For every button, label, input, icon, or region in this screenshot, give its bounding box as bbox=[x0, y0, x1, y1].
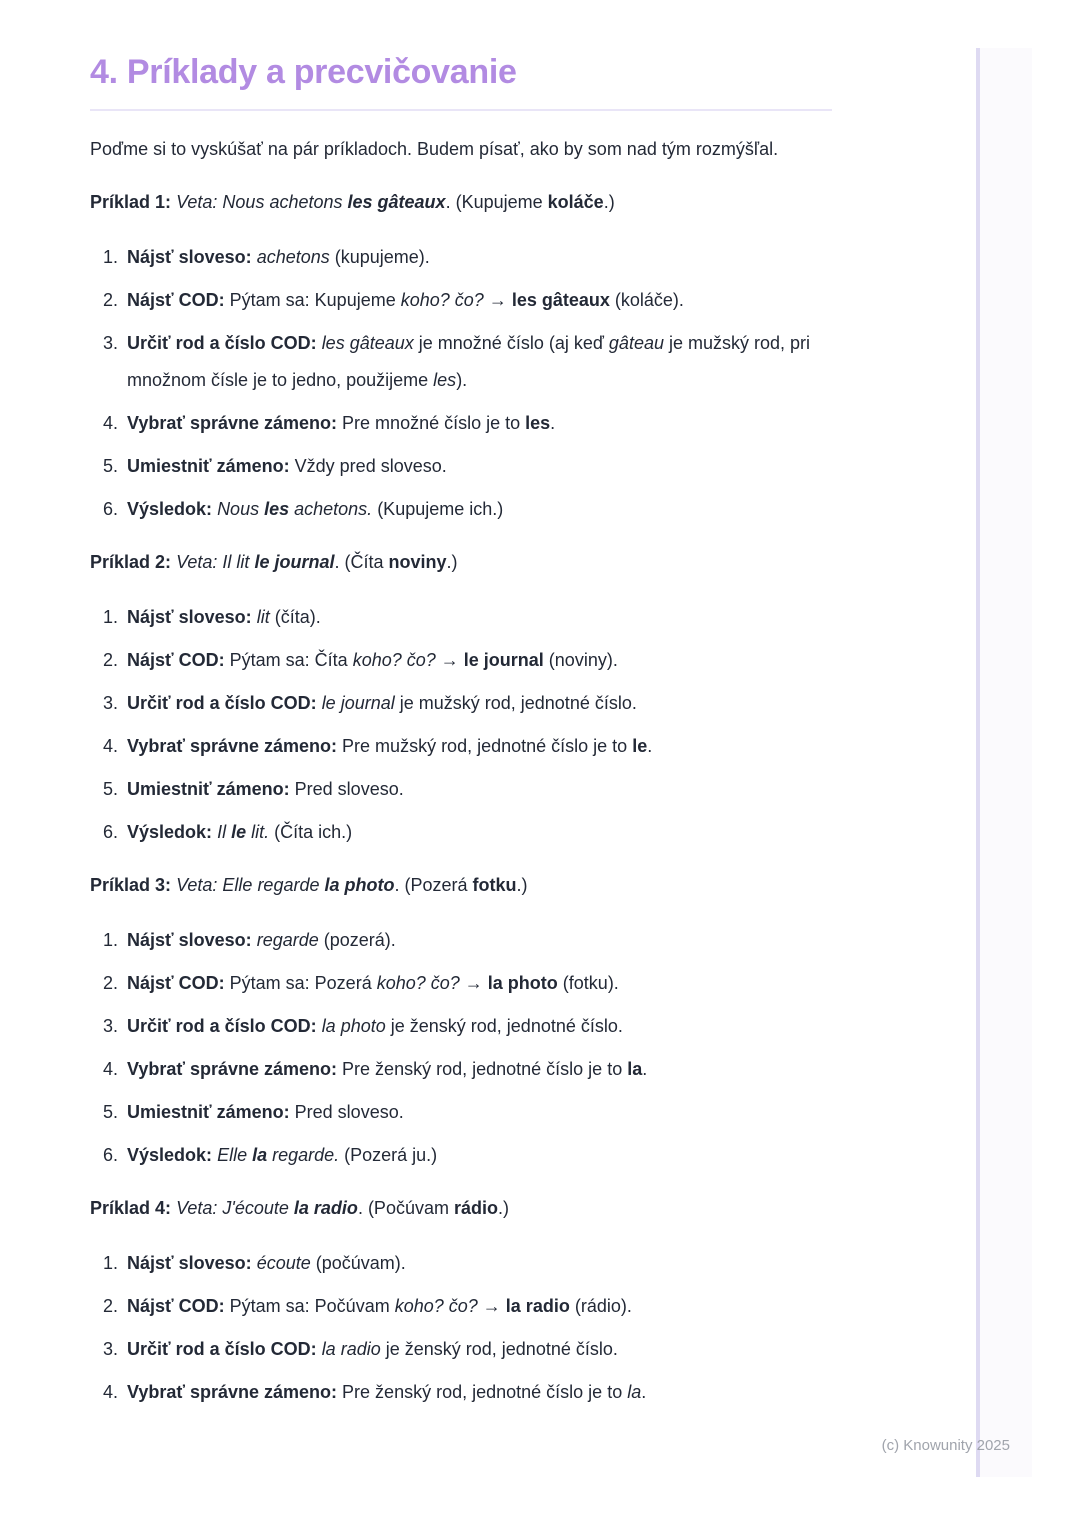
step-marker: 5. bbox=[103, 1102, 119, 1122]
text-segment: Vybrať správne zámeno: bbox=[127, 736, 338, 756]
step-text bbox=[127, 247, 430, 267]
text-segment: le bbox=[632, 736, 648, 756]
step-marker: 6. bbox=[103, 499, 119, 519]
text-segment: Nájsť COD: bbox=[127, 1296, 225, 1316]
text-segment: Pýtam sa: Číta bbox=[224, 650, 353, 670]
text-segment: . bbox=[550, 413, 556, 433]
step-text bbox=[127, 1253, 406, 1273]
step-text bbox=[127, 413, 555, 433]
text-segment: → bbox=[435, 650, 464, 670]
text-segment: (počúvam). bbox=[310, 1253, 406, 1273]
text-segment: lit bbox=[256, 607, 270, 627]
text-segment: Nájsť sloveso: bbox=[127, 1253, 252, 1273]
step-text bbox=[127, 1059, 647, 1079]
step-marker: 3. bbox=[103, 333, 119, 353]
text-segment: .) bbox=[516, 875, 528, 895]
text-segment: . (Číta bbox=[334, 552, 389, 572]
step-text bbox=[127, 1145, 437, 1165]
text-segment: la photo bbox=[324, 875, 395, 895]
examples bbox=[90, 184, 832, 1411]
page-edge-strip bbox=[976, 48, 1032, 1477]
text-segment: Nájsť COD: bbox=[127, 650, 225, 670]
step-text bbox=[127, 779, 404, 799]
step-marker: 2. bbox=[103, 973, 119, 993]
step-marker: 6. bbox=[103, 1145, 119, 1165]
text-segment: Pred sloveso. bbox=[289, 1102, 404, 1122]
text-segment: Umiestniť zámeno: bbox=[127, 456, 290, 476]
step-marker: 3. bbox=[103, 693, 119, 713]
step-item bbox=[90, 1094, 832, 1131]
title-divider bbox=[90, 109, 832, 111]
step-item bbox=[90, 325, 832, 399]
text-segment: Určiť rod a číslo COD: bbox=[127, 1339, 317, 1359]
text-segment: Nájsť sloveso: bbox=[127, 930, 252, 950]
text-segment: Príklad 2: bbox=[90, 552, 172, 572]
text-segment: (koláče). bbox=[609, 290, 684, 310]
text-segment: koho? čo? bbox=[352, 650, 436, 670]
text-segment: la photo bbox=[487, 973, 558, 993]
text-segment: Elle bbox=[217, 1145, 253, 1165]
text-segment: Vybrať správne zámeno: bbox=[127, 1382, 338, 1402]
step-marker: 4. bbox=[103, 413, 119, 433]
step-text bbox=[127, 290, 684, 310]
text-segment: Pre mužský rod, jednotné číslo je to bbox=[337, 736, 633, 756]
step-marker: 2. bbox=[103, 290, 119, 310]
step-marker: 2. bbox=[103, 1296, 119, 1316]
step-marker: 4. bbox=[103, 1059, 119, 1079]
step-item bbox=[90, 599, 832, 636]
text-segment: regarde bbox=[256, 930, 319, 950]
text-segment: Veta: Nous achetons bbox=[176, 192, 348, 212]
text-segment: Nájsť sloveso: bbox=[127, 607, 252, 627]
text-segment: la bbox=[627, 1059, 643, 1079]
text-segment: Pre ženský rod, jednotné číslo je to bbox=[337, 1382, 628, 1402]
content-column bbox=[90, 0, 832, 1417]
steps-list bbox=[90, 239, 832, 528]
example-block bbox=[90, 867, 832, 1174]
step-text bbox=[127, 499, 503, 519]
text-segment: (kupujeme). bbox=[329, 247, 430, 267]
step-text bbox=[127, 822, 352, 842]
step-item bbox=[90, 1245, 832, 1282]
text-segment: (noviny). bbox=[543, 650, 618, 670]
text-segment: Veta: J'écoute bbox=[176, 1198, 294, 1218]
text-segment: (Kupujeme ich.) bbox=[372, 499, 504, 519]
step-item bbox=[90, 405, 832, 442]
text-segment: koláče bbox=[547, 192, 604, 212]
step-marker: 1. bbox=[103, 1253, 119, 1273]
text-segment: les gâteaux bbox=[511, 290, 610, 310]
text-segment: Umiestniť zámeno: bbox=[127, 1102, 290, 1122]
step-item bbox=[90, 1331, 832, 1368]
step-item bbox=[90, 642, 832, 679]
text-segment: fotku bbox=[472, 875, 517, 895]
example-block bbox=[90, 1190, 832, 1411]
text-segment: (fotku). bbox=[557, 973, 619, 993]
text-segment: → bbox=[477, 1296, 506, 1316]
step-item bbox=[90, 1374, 832, 1411]
step-marker: 4. bbox=[103, 736, 119, 756]
text-segment: achetons. bbox=[289, 499, 373, 519]
text-segment: Nájsť sloveso: bbox=[127, 247, 252, 267]
steps-list bbox=[90, 599, 832, 851]
text-segment: Výsledok: bbox=[127, 499, 213, 519]
step-text bbox=[127, 1382, 646, 1402]
step-item bbox=[90, 448, 832, 485]
text-segment: je mužský rod, pri množnom čísle je to jedno, použijeme bbox=[127, 333, 811, 390]
text-segment: Nous bbox=[217, 499, 265, 519]
step-text bbox=[127, 1016, 623, 1036]
text-segment: la bbox=[252, 1145, 268, 1165]
example-heading bbox=[90, 184, 832, 221]
text-segment: .) bbox=[446, 552, 458, 572]
text-segment: Pýtam sa: Pozerá bbox=[224, 973, 377, 993]
text-segment: le bbox=[231, 822, 247, 842]
text-segment: Veta: Il lit bbox=[176, 552, 255, 572]
step-marker: 5. bbox=[103, 456, 119, 476]
text-segment: koho? čo? bbox=[376, 973, 460, 993]
step-text bbox=[127, 930, 396, 950]
text-segment: Určiť rod a číslo COD: bbox=[127, 333, 317, 353]
text-segment: la photo bbox=[321, 1016, 386, 1036]
text-segment: Il bbox=[217, 822, 232, 842]
text-segment: gâteau bbox=[608, 333, 664, 353]
text-segment: ). bbox=[456, 370, 468, 390]
step-marker: 2. bbox=[103, 650, 119, 670]
text-segment: koho? čo? bbox=[394, 1296, 478, 1316]
step-item bbox=[90, 1137, 832, 1174]
step-text bbox=[127, 1339, 618, 1359]
text-segment: Vybrať správne zámeno: bbox=[127, 1059, 338, 1079]
text-segment: les bbox=[264, 499, 290, 519]
step-text bbox=[127, 456, 447, 476]
step-item bbox=[90, 491, 832, 528]
step-item bbox=[90, 1051, 832, 1088]
steps-list bbox=[90, 1245, 832, 1411]
step-text bbox=[127, 1102, 404, 1122]
step-item bbox=[90, 965, 832, 1002]
text-segment: rádio bbox=[453, 1198, 498, 1218]
text-segment: je ženský rod, jednotné číslo. bbox=[385, 1016, 623, 1036]
text-segment: (Pozerá ju.) bbox=[339, 1145, 438, 1165]
text-segment: . (Počúvam bbox=[357, 1198, 454, 1218]
text-segment: les bbox=[525, 413, 551, 433]
step-item bbox=[90, 814, 832, 851]
text-segment: je množné číslo (aj keď bbox=[413, 333, 609, 353]
step-item bbox=[90, 771, 832, 808]
step-text bbox=[127, 333, 810, 390]
text-segment: la radio bbox=[321, 1339, 381, 1359]
text-segment: koho? čo? bbox=[400, 290, 484, 310]
footer-copyright: (c) Knowunity 2025 bbox=[881, 1437, 1010, 1454]
text-segment: Určiť rod a číslo COD: bbox=[127, 1016, 317, 1036]
step-marker: 1. bbox=[103, 247, 119, 267]
step-text bbox=[127, 693, 637, 713]
text-segment: Príklad 4: bbox=[90, 1198, 172, 1218]
step-item bbox=[90, 685, 832, 722]
text-segment: Určiť rod a číslo COD: bbox=[127, 693, 317, 713]
step-item bbox=[90, 1008, 832, 1045]
text-segment: la radio bbox=[505, 1296, 570, 1316]
step-item bbox=[90, 922, 832, 959]
text-segment: (Číta ich.) bbox=[269, 822, 353, 842]
step-marker: 1. bbox=[103, 930, 119, 950]
text-segment: Pred sloveso. bbox=[289, 779, 404, 799]
text-segment: les bbox=[433, 370, 457, 390]
step-marker: 6. bbox=[103, 822, 119, 842]
text-segment: → bbox=[483, 290, 512, 310]
step-text bbox=[127, 607, 321, 627]
step-marker: 5. bbox=[103, 779, 119, 799]
text-segment: . bbox=[647, 736, 653, 756]
step-marker: 4. bbox=[103, 1382, 119, 1402]
text-segment: Pýtam sa: Kupujeme bbox=[224, 290, 401, 310]
text-segment: regarde. bbox=[267, 1145, 340, 1165]
text-segment: les gâteaux bbox=[321, 333, 414, 353]
text-segment: le journal bbox=[321, 693, 395, 713]
text-segment: (číta). bbox=[269, 607, 321, 627]
text-segment: Príklad 3: bbox=[90, 875, 172, 895]
text-segment: Vybrať správne zámeno: bbox=[127, 413, 338, 433]
step-text bbox=[127, 650, 618, 670]
example-block bbox=[90, 184, 832, 528]
text-segment: Nájsť COD: bbox=[127, 290, 225, 310]
text-segment: le journal bbox=[254, 552, 335, 572]
page-title: 4. Príklady a precvičovanie bbox=[90, 53, 517, 91]
text-segment: je mužský rod, jednotné číslo. bbox=[394, 693, 637, 713]
step-text bbox=[127, 973, 619, 993]
text-segment: Príklad 1: bbox=[90, 192, 172, 212]
step-item bbox=[90, 239, 832, 276]
example-block bbox=[90, 544, 832, 851]
text-segment: Veta: Elle regarde bbox=[176, 875, 325, 895]
text-segment: (pozerá). bbox=[318, 930, 396, 950]
text-segment: je ženský rod, jednotné číslo. bbox=[380, 1339, 618, 1359]
intro-paragraph: Poďme si to vyskúšať na pár príkladoch. Budem písať, ako by som nad tým rozmýšľal. bbox=[90, 139, 779, 159]
text-segment: . (Kupujeme bbox=[445, 192, 548, 212]
text-segment: . bbox=[641, 1382, 647, 1402]
example-heading bbox=[90, 544, 832, 581]
example-heading bbox=[90, 867, 832, 904]
example-heading bbox=[90, 1190, 832, 1227]
text-segment: Nájsť COD: bbox=[127, 973, 225, 993]
text-segment: (rádio). bbox=[569, 1296, 632, 1316]
text-segment: Pre množné číslo je to bbox=[337, 413, 526, 433]
text-segment: écoute bbox=[256, 1253, 311, 1273]
text-segment: Vždy pred sloveso. bbox=[289, 456, 447, 476]
step-marker: 3. bbox=[103, 1016, 119, 1036]
text-segment: le journal bbox=[463, 650, 544, 670]
text-segment: Pýtam sa: Počúvam bbox=[224, 1296, 395, 1316]
steps-list bbox=[90, 922, 832, 1174]
step-item bbox=[90, 1288, 832, 1325]
step-item bbox=[90, 282, 832, 319]
text-segment: . bbox=[642, 1059, 648, 1079]
text-segment: noviny bbox=[388, 552, 447, 572]
step-item bbox=[90, 728, 832, 765]
text-segment: Pre ženský rod, jednotné číslo je to bbox=[337, 1059, 628, 1079]
text-segment: achetons bbox=[256, 247, 330, 267]
step-marker: 1. bbox=[103, 607, 119, 627]
text-segment: la radio bbox=[293, 1198, 358, 1218]
step-text bbox=[127, 736, 652, 756]
text-segment: la bbox=[627, 1382, 642, 1402]
text-segment: les gâteaux bbox=[347, 192, 446, 212]
text-segment: .) bbox=[603, 192, 615, 212]
text-segment: . (Pozerá bbox=[394, 875, 473, 895]
text-segment: .) bbox=[497, 1198, 509, 1218]
text-segment: Výsledok: bbox=[127, 822, 213, 842]
text-segment: lit. bbox=[246, 822, 270, 842]
text-segment: Výsledok: bbox=[127, 1145, 213, 1165]
step-marker: 3. bbox=[103, 1339, 119, 1359]
text-segment: Umiestniť zámeno: bbox=[127, 779, 290, 799]
text-segment: → bbox=[459, 973, 488, 993]
step-text bbox=[127, 1296, 632, 1316]
